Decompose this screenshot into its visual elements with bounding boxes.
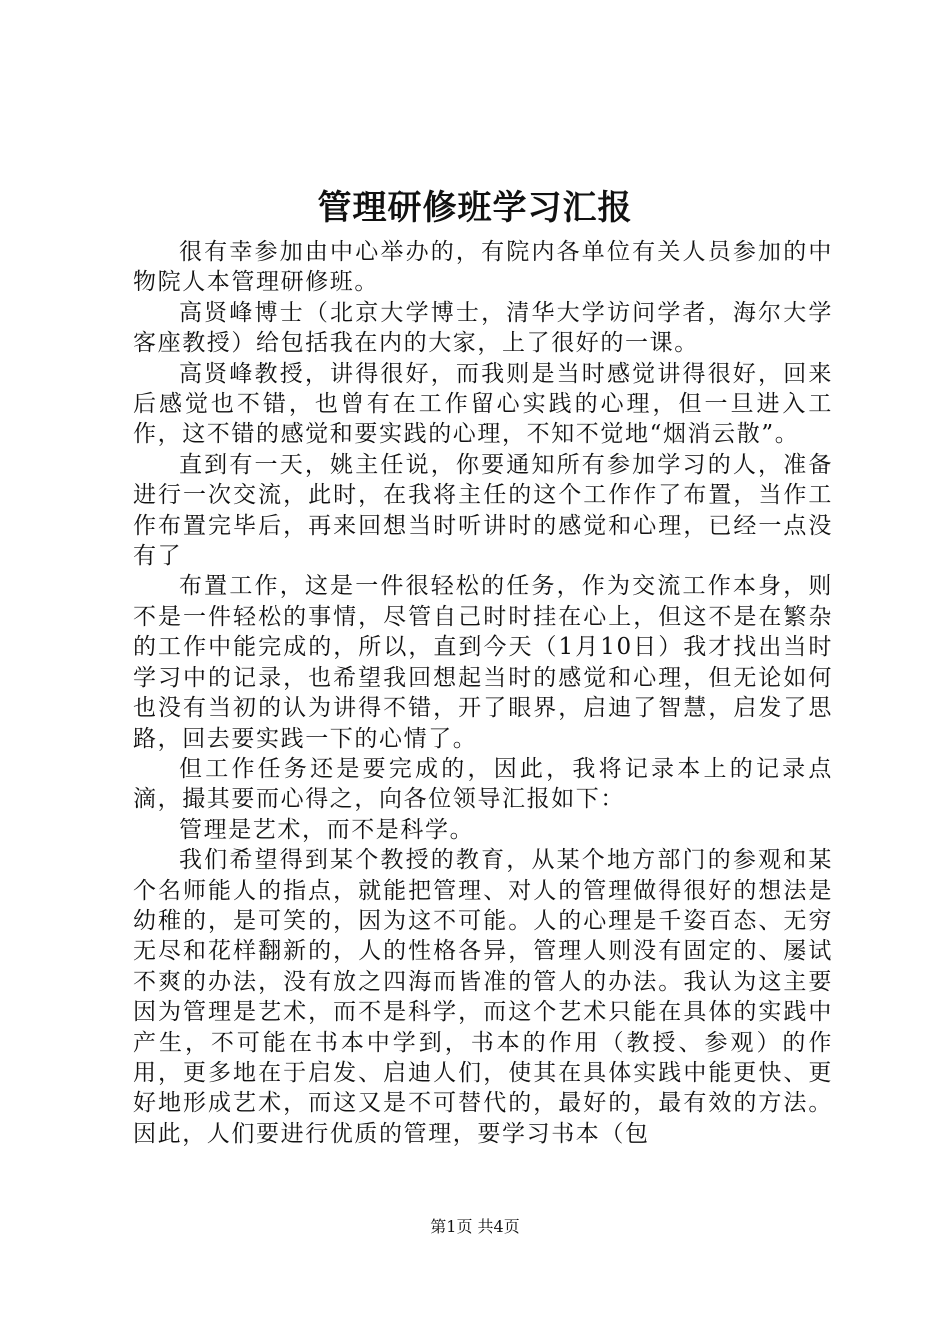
paragraph: 高贤峰教授，讲得很好，而我则是当时感觉讲得很好，回来后感觉也不错，也曾有在工作留心实践的心理，但一旦进入工作，这不错的感觉和要实践的心理，不知不觉地“烟消云散”。 — [133, 360, 833, 448]
paragraph: 但工作任务还是要完成的，因此，我将记录本上的记录点滴，撮其要而心得之，向各位领导汇报如下： — [133, 755, 833, 813]
paragraph: 布置工作，这是一件很轻松的任务，作为交流工作本身，则不是一件轻松的事情，尽管自己时时挂在心上，但这不是在繁杂的工作中能完成的，所以，直到今天（1月10日）我才找出当时学习中的记录，也希望我回想起当时的感觉和心理，但无论如何也没有当初的认为讲得不错，开了眼界，启迪了智慧，启发了思路，回去要实践一下的心情了。 — [133, 573, 833, 752]
paragraph-heading: 管理是艺术，而不是科学。 — [179, 816, 475, 843]
page-footer: 第1页 共4页 — [430, 1217, 520, 1236]
paragraph: 很有幸参加由中心举办的，有院内各单位有关人员参加的中物院人本管理研修班。 — [133, 239, 833, 296]
paragraph: 高贤峰博士（北京大学博士，清华大学访问学者，海尔大学客座教授）给包括我在内的大家，上了很好的一课。 — [133, 299, 833, 357]
document-title: 管理研修班学习汇报 — [317, 188, 633, 228]
document-body — [133, 237, 833, 1149]
paragraph: 直到有一天，姚主任说，你要通知所有参加学习的人，准备进行一次交流，此时，在我将主任的这个工作作了布置，当作工作布置完毕后，再来回想当时听讲时的感觉和心理，已经一点没有了 — [133, 451, 833, 570]
paragraph: 我们希望得到某个教授的教育，从某个地方部门的参观和某个名师能人的指点，就能把管理、对人的管理做得很好的想法是幼稚的，是可笑的，因为这不可能。人的心理是千姿百态、无穷无尽和花样翻新的，人的性格各异，管理人则没有固定的、屡试不爽的办法，没有放之四海而皆准的管人的办法。我认为这主要因为管理是艺术，而不是科学，而这个艺术只能在具体的实践中产生，不可能在书本中学到，书本的作用（教授、参观）的作用，更多地在于启发、启迪人们，使其在具体实践中能更快、更好地形成艺术，而这又是不可替代的，最好的，最有效的方法。因此，人们要进行优质的管理，要学习书本（包 — [133, 847, 833, 1147]
